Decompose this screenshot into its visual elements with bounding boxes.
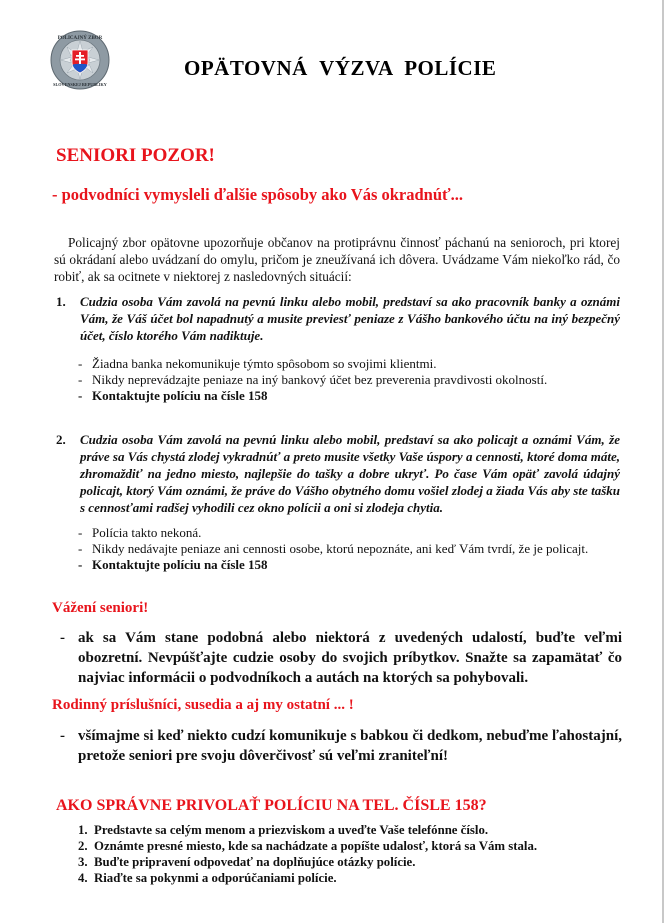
scenario-1 <box>56 293 620 344</box>
badge-text-top: POLICAJNÝ ZBOR <box>57 36 103 41</box>
call-step: 4. Riaďte sa pokynmi a odporúčaniami polície. <box>78 871 337 885</box>
scenario-number: 1. <box>56 294 66 309</box>
seniors-appeal <box>60 628 622 688</box>
seniors-heading: Vážení seniori! <box>52 600 149 616</box>
badge-text-bottom: SLOVENSKEJ REPUBLIKY <box>53 82 107 87</box>
family-appeal-text: všímajme si keď niekto cudzí komunikuje s babkou či dedkom, nebuďme ľahostajní, pretože seniori pre svoju dôverčivosť sú veľmi zraniteľní! <box>78 728 622 764</box>
call-police-heading: AKO SPRÁVNE PRIVOLAŤ POLÍCIU NA TEL. ČÍSLE 158? <box>56 797 487 814</box>
scenario-2-tips <box>78 525 588 573</box>
tip-item: - Polícia takto nekoná. <box>78 525 588 541</box>
intro-text: Policajný zbor opätovne upozorňuje občanov na protiprávnu činnosť páchanú na senioroch, pri ktorej sú okrádaní alebo uvádzaní do omylu, pričom je zneužívaná ich dôvera. Uvádzame Vám niekoľko rád, čo robiť, ak sa ocitnete v niektorej z nasledovných situácií: <box>54 235 620 284</box>
call-step: 3. Buďte pripravení odpovedať na doplňujúce otázky polície. <box>78 855 416 869</box>
seniors-appeal-text: ak sa Vám stane podobná alebo niektorá z uvedených udalostí, buďte veľmi obozretní. Nevpúšťajte cudzie osoby do svojich príbytkov. Snažte sa zapamätať čo najviac informácii o podvodníkoch a autách na ktorých sa pohybovali. <box>78 630 622 686</box>
call-step: 1. Predstavte sa celým menom a priezviskom a uveďte Vaše telefónne číslo. <box>78 823 489 837</box>
family-appeal <box>60 726 622 766</box>
tip-item-contact: - Kontaktujte políciu na čísle 158 <box>78 388 547 404</box>
scenario-text: Cudzia osoba Vám zavolá na pevnú linku alebo mobil, predstaví sa ako policajt a oznámi Vám, že práve sa Vás chystá zlodej vykradnúť a preto musite všetky Vaše úspory a cennosti, ktoré doma máte, zhromaždiť na jedno miesto, najlepšie do tašky a dobre ukryť. Po čase Vám opäť zavolá údajný policajt, ktorý Vám oznámi, že práve do Vášho obytného domu vošiel zlodej a žiada Vás aby ste tašku s cennosťami radšej vyhodili cez okno polícii a oni si zlodeja chytia. <box>80 432 620 515</box>
dash: - <box>60 630 65 646</box>
scenario-2 <box>56 431 620 516</box>
tip-item: - Nikdy nedávajte peniaze ani cennosti osobe, ktorú nepoznáte, ani keď Vám tvrdí, že je policajt. <box>78 541 588 557</box>
tip-item: - Žiadna banka nekomunikuje týmto spôsobom so svojimi klientmi. <box>78 356 547 372</box>
call-step: 2. Oznámte presné miesto, kde sa nachádzate a popíšte udalosť, ktorá sa Vám stala. <box>78 839 538 853</box>
intro-paragraph <box>54 234 620 285</box>
warning-subheading: - podvodníci vymysleli ďalšie spôsoby ako Vás okradnúť... <box>52 185 463 204</box>
document-title: OPÄTOVNÁ VÝZVA POLÍCIE <box>184 56 497 80</box>
police-badge-icon <box>50 30 110 90</box>
tip-item: - Nikdy neprevádzajte peniaze na iný bankový účet bez preverenia pravdivosti okolností. <box>78 372 547 388</box>
dash: - <box>60 728 65 744</box>
tip-item-contact: - Kontaktujte políciu na čísle 158 <box>78 557 588 573</box>
document-header <box>0 0 662 130</box>
scenario-number: 2. <box>56 432 66 447</box>
scenario-1-tips <box>78 356 547 404</box>
warning-heading: SENIORI POZOR! <box>56 145 215 166</box>
family-heading: Rodinný príslušníci, susedia a aj my ostatní ... ! <box>52 697 354 713</box>
call-steps-list <box>78 822 537 886</box>
scenario-text: Cudzia osoba Vám zavolá na pevnú linku alebo mobil, predstaví sa ako pracovník banky a oznámi Vám, že Váš účet bol napadnutý a musite previesť peniaze z Vášho bankového účtu na iný bezpečný účet, číslo ktorého Vám nadiktuje. <box>80 294 620 343</box>
